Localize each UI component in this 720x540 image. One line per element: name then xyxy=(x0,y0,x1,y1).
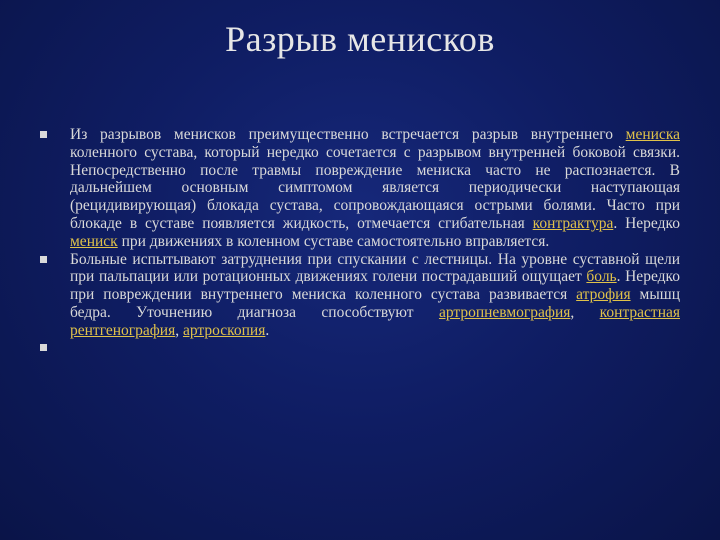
link-menisk[interactable]: мениска xyxy=(625,126,680,143)
text-segment: Из разрывов менисков преимущественно встречается разрыв внутреннего xyxy=(70,126,626,143)
text-segment: , xyxy=(175,321,183,339)
text-segment: мышц бедра. Уточнению диагноза способствуют xyxy=(70,286,680,321)
bullet-item xyxy=(40,126,680,251)
square-bullet-icon xyxy=(40,131,47,138)
link-kontrastnaya-rentgenografiya[interactable]: контрастная рентгенография xyxy=(70,303,680,339)
link-atrofiya[interactable]: атрофия xyxy=(576,286,631,304)
text-segment: при движениях в коленном суставе самостоятельно вправляется. xyxy=(117,232,550,250)
text-segment: , xyxy=(570,303,600,321)
link-kontraktura[interactable]: контрактура xyxy=(532,214,614,232)
link-bol[interactable]: боль xyxy=(586,268,617,286)
bullet-item-empty xyxy=(40,322,680,340)
bullet-list xyxy=(40,126,680,340)
link-artroskopiya[interactable]: артроскопия xyxy=(182,321,266,339)
square-bullet-icon xyxy=(40,344,47,351)
text-segment: . Нередко xyxy=(613,214,680,232)
text-segment: Больные испытывают затруднения при спускании с лестницы. На уровне суставной щели при пальпации или ротационных движениях голени пострадавший ощущает xyxy=(70,250,680,286)
text-segment: . xyxy=(265,321,270,339)
text-segment: коленного сустава, который нередко сочетается с разрывом внутренней боковой связки. Непосредственно после травмы повреждение мениска часто не распознается. В дальнейшем основным симптомом является периодически наступающая (рецидивирующая) блокада сустава, сопровождающаяся острыми болями. Часто при блокаде в суставе появляется жидкость, отмечается сгибательная xyxy=(70,143,680,232)
bullet-text xyxy=(70,126,680,250)
link-menisk-2[interactable]: мениск xyxy=(70,232,118,250)
link-artropnevmografiya[interactable]: артропневмография xyxy=(438,303,571,321)
slide-title: Разрыв менисков xyxy=(225,19,495,59)
square-bullet-icon xyxy=(40,256,47,263)
text-segment: . Нередко при повреждении внутреннего мениска коленного сустава развивается xyxy=(70,268,680,304)
